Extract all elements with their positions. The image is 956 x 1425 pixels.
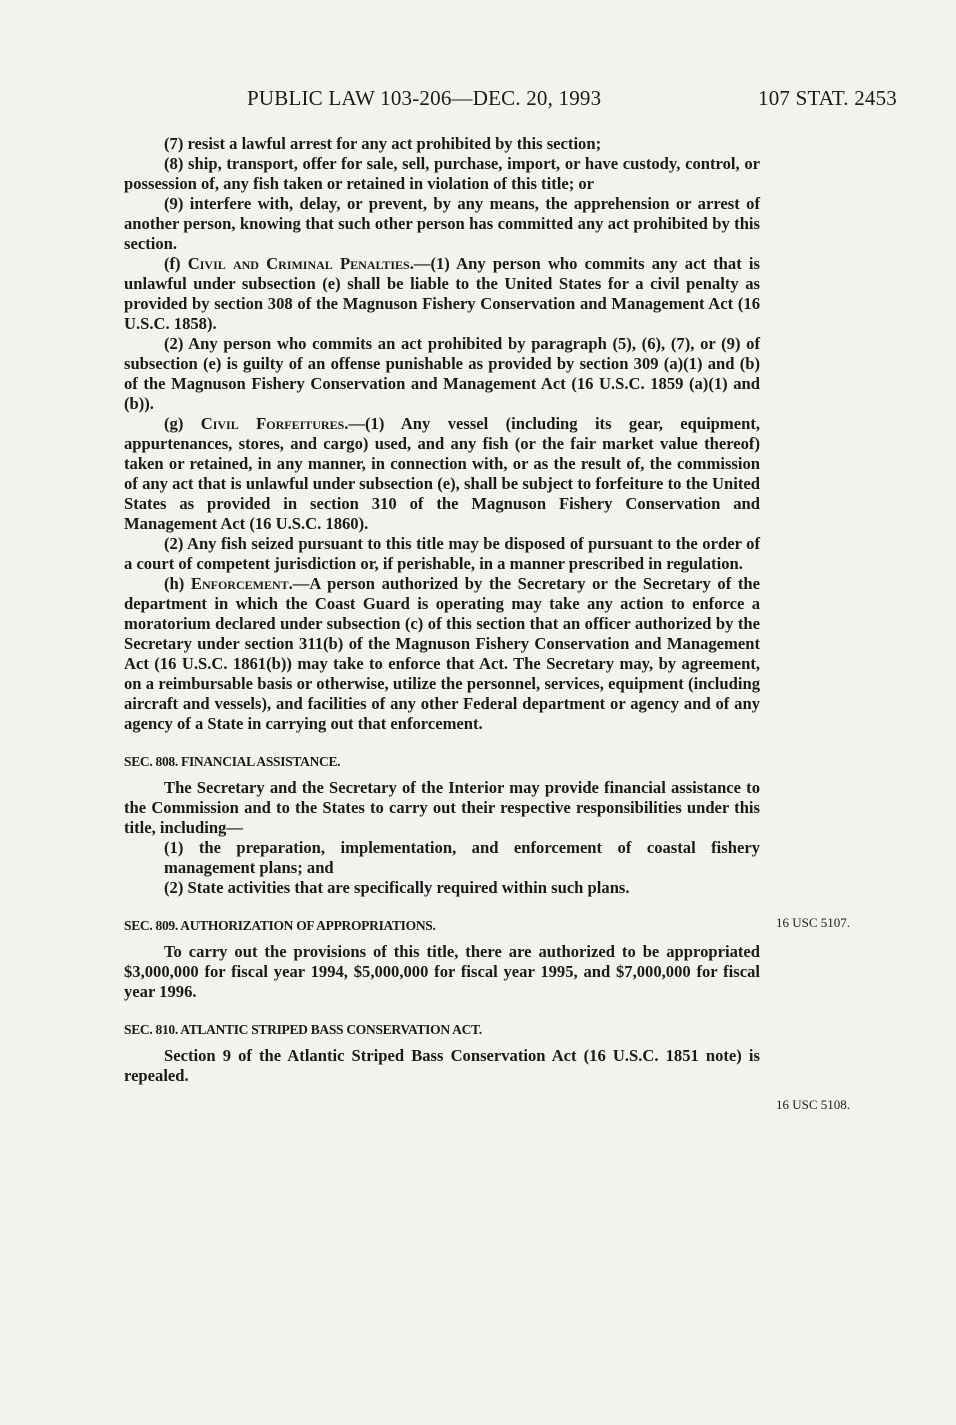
sec-810-text: Section 9 of the Atlantic Striped Bass Conservation Act (16 U.S.C. 1851 note) is repealed. [124,1046,760,1085]
subsection-g-2: (2) Any fish seized pursuant to this title may be disposed of pursuant to the order of a court of competent jurisdiction or, if perishable, in a manner prescribed in regulation. [124,534,760,573]
subsection-g-prefix: (g) [164,414,201,433]
subsection-g [124,414,760,534]
sec-808-heading: SEC. 808. FINANCIAL ASSISTANCE. [124,754,341,769]
subsection-h-text: —A person authorized by the Secretary or the Secretary of the department in which the Coast Guard is operating may take any action to enforce a moratorium declared under subsection (c) of this section that an officer authorized by the Secretary under section 311(b) of the Magnuson Fishery Conservation and Management Act (16 U.S.C. 1861(b)) may take to enforce that Act. The Secretary may, by agreement, on a reimbursable basis or otherwise, utilize the personnel, services, equipment (including aircraft and vessels), and facilities of any other Federal department or agency and of any agency of a State in carrying out that enforcement. [124,574,760,733]
subsection-f-text: —(1) Any person who commits any act that is unlawful under subsection (e) shall be liable to the United States for a civil penalty as provided by section 308 of the Magnuson Fishery Conservation and Management Act (16 U.S.C. 1858). [124,254,760,333]
header-stat-page: 107 STAT. 2453 [758,86,897,110]
subsection-f-heading: Civil and Criminal Penalties. [187,254,414,273]
subsection-f-prefix: (f) [164,254,188,273]
margin-note-sec-809: 16 USC 5108. [776,1097,851,1112]
sec-808-intro: The Secretary and the Secretary of the Interior may provide financial assistance to the Commission and to the States to carry out their respective responsibilities under this title, including— [124,778,760,837]
sec-809-text: To carry out the provisions of this title, there are authorized to be appropriated $3,000,000 for fiscal year 1994, $5,000,000 for fiscal year 1995, and $7,000,000 for fiscal year 1996. [124,942,760,1001]
paragraph-8: (8) ship, transport, offer for sale, sell, purchase, import, or have custody, control, or possession of, any fish taken or retained in violation of this title; or [124,154,760,193]
paragraph-7: (7) resist a lawful arrest for any act prohibited by this section; [164,134,602,153]
document-body [124,134,760,1086]
subsection-h-prefix: (h) [164,574,191,593]
subsection-f-2: (2) Any person who commits an act prohibited by paragraph (5), (6), (7), or (9) of subsection (e) is guilty of an offense punishable as provided by section 309 (a)(1) and (b) of the Magnuson Fishery Conservation and Management Act (16 U.S.C. 1859 (a)(1) and (b)). [124,334,760,413]
sec-808-item-2: (2) State activities that are specifically required within such plans. [164,878,630,897]
subsection-h-heading: Enforcement. [190,574,293,593]
subsection-g-text: —(1) Any vessel (including its gear, equipment, appurtenances, stores, and cargo) used, and any fish (or the fair market value thereof) taken or retained, in any manner, in connection with, or as the result of, the commission of any act that is unlawful under subsection (e), shall be subject to forfeiture to the United States as provided in section 310 of the Magnuson Fishery Conservation and Management Act (16 U.S.C. 1860). [124,414,760,533]
subsection-f [124,254,760,334]
sec-810-heading: SEC. 810. ATLANTIC STRIPED BASS CONSERVATION ACT. [124,1022,482,1037]
sec-809-heading: SEC. 809. AUTHORIZATION OF APPROPRIATIONS. [124,918,436,933]
header-title: PUBLIC LAW 103-206—DEC. 20, 1993 [247,86,602,110]
paragraph-9: (9) interfere with, delay, or prevent, by any means, the apprehension or arrest of another person, knowing that such other person has committed any act prohibited by this section. [124,194,760,253]
sec-808-item-1: (1) the preparation, implementation, and enforcement of coastal fishery management plans; and [164,838,760,877]
subsection-g-heading: Civil Forfeitures. [200,414,349,433]
margin-note-sec-808: 16 USC 5107. [776,915,851,930]
subsection-h [124,574,760,734]
